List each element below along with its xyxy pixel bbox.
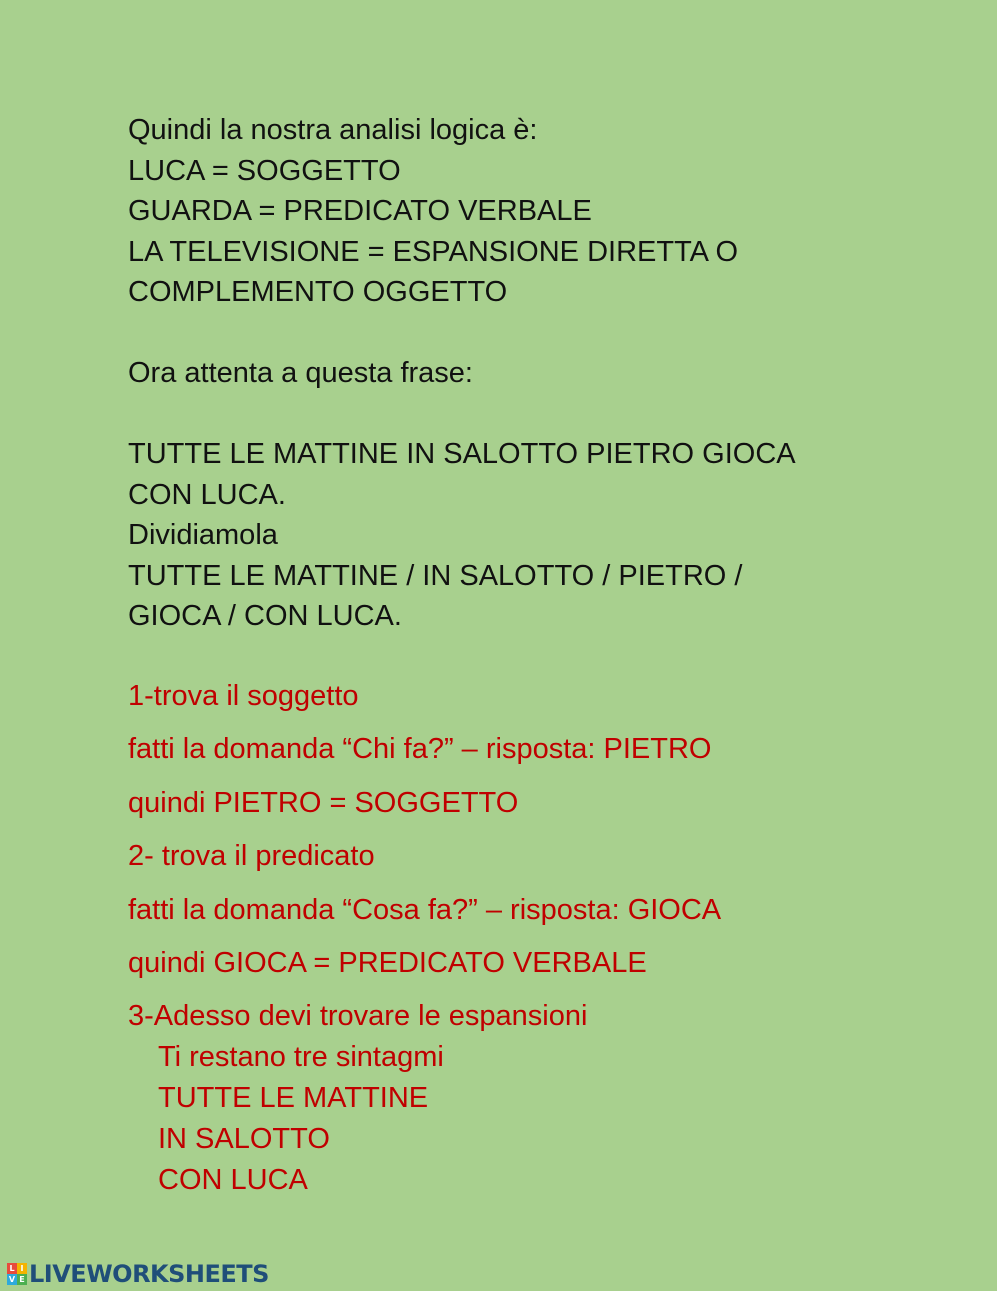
sentence-line: CON LUCA. (128, 478, 286, 511)
logo-letter: E (17, 1274, 27, 1285)
step-line: fatti la domanda “Cosa fa?” – risposta: GIOCA (128, 894, 722, 926)
sub-step-line: Ti restano tre sintagmi (158, 1041, 444, 1073)
liveworksheets-logo (7, 1260, 269, 1288)
step-line: 1-trova il soggetto (128, 680, 359, 712)
divide-label: Dividiamola (128, 519, 278, 551)
step-line: quindi PIETRO = SOGGETTO (128, 787, 519, 819)
intro-line: GUARDA = PREDICATO VERBALE (128, 195, 592, 227)
logo-letter: I (17, 1263, 27, 1274)
intro-line: LUCA = SOGGETTO (128, 154, 401, 187)
divided-line: TUTTE LE MATTINE / IN SALOTTO / PIETRO / (128, 559, 743, 592)
step-line: 3-Adesso devi trovare le espansioni (128, 1000, 588, 1032)
logo-mark-icon (7, 1263, 27, 1285)
divided-line: GIOCA / CON LUCA. (128, 600, 402, 632)
sentence-line: TUTTE LE MATTINE IN SALOTTO PIETRO GIOCA (128, 438, 796, 470)
sub-step-line: TUTTE LE MATTINE (158, 1082, 429, 1114)
logo-letter: L (7, 1263, 17, 1274)
spacer (128, 313, 948, 354)
sub-step-line: CON LUCA (158, 1164, 308, 1196)
intro-line: COMPLEMENTO OGGETTO (128, 276, 508, 308)
attention-line: Ora attenta a questa frase: (128, 357, 473, 389)
black-text-block (128, 110, 948, 637)
sub-step-line: IN SALOTTO (158, 1123, 330, 1155)
intro-line: LA TELEVISIONE = ESPANSIONE DIRETTA O (128, 235, 739, 268)
step-line: fatti la domanda “Chi fa?” – risposta: PIETRO (128, 733, 712, 765)
logo-letter: V (8, 1275, 16, 1284)
logo-text: LIVEWORKSHEETS (29, 1260, 269, 1288)
spacer (128, 394, 948, 435)
intro-line: Quindi la nostra analisi logica è: (128, 114, 538, 146)
step-line: quindi GIOCA = PREDICATO VERBALE (128, 947, 647, 979)
step-line: 2- trova il predicato (128, 840, 375, 872)
